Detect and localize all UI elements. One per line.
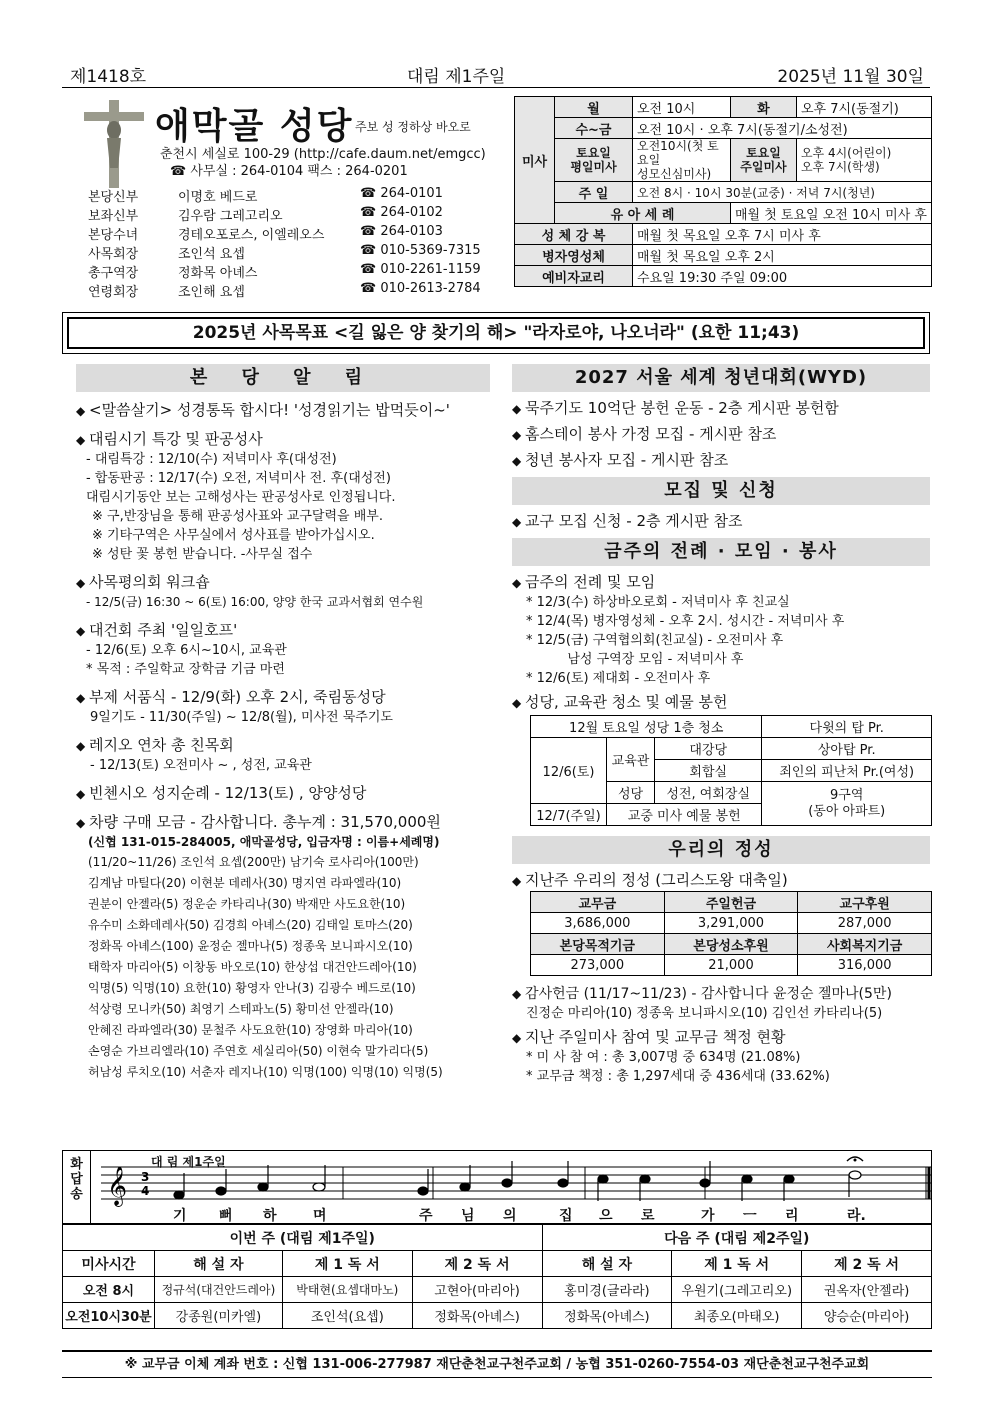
psalm-lyrics: 기 뻐 하 며 주 님 의 집 으 로 가 ㅡ 리 라.	[173, 1208, 866, 1224]
attendance-title: ◆ 지난 주일미사 참여 및 교무금 책정 현황	[512, 1027, 930, 1048]
readers-header: 제 1 독 서	[672, 1251, 802, 1277]
sat-sunday-time: 오후 4시(어린이) 오후 7시(학생)	[796, 139, 931, 182]
sat-weekday-label: 토요일 평일미사	[555, 139, 633, 182]
cleaning-cell: 9구역 (동아 아파트)	[762, 782, 932, 826]
cleaning-cell: 다윗의 탑 Pr.	[762, 716, 932, 738]
mass-schedule-table	[514, 96, 932, 287]
donor-line: 익명(5) 익명(10) 요한(10) 황영자 안나(3) 김광수 베드로(10)	[88, 981, 416, 995]
wyd-item: ◆ 묵주기도 10억단 봉헌 운동 - 2층 게시판 봉헌함	[512, 398, 930, 419]
reader-cell: 양승순(마리아)	[802, 1303, 932, 1329]
responsorial-psalm	[62, 1150, 932, 1224]
notice-title: ◆ 대림시기 특강 및 판공성사	[76, 429, 490, 450]
cleaning-cell: 상아탑 Pr.	[762, 738, 932, 760]
svg-text:𝄞: 𝄞	[107, 1166, 128, 1206]
readers-header: 해 설 자	[154, 1251, 282, 1277]
notice-line: - 12/13(토) 오전미사 ~ , 성전, 교육관	[90, 758, 312, 773]
mass-time: 오전10시30분	[63, 1303, 155, 1329]
office-contact: ☎ 사무실 : 264-0104 팩스 : 264-0201	[170, 164, 408, 179]
cleaning-cell: 죄인의 피난처 Pr.(여성)	[762, 760, 932, 782]
patron-saint: 주보 성 정하상 바오로	[355, 120, 471, 134]
donation-account: (신협 131-015-284005, 애막골성당, 입금자명 : 이름+세례명)	[88, 835, 440, 849]
benediction-time: 매월 첫 목요일 오후 7시 미사 후	[633, 224, 932, 245]
cleaning-cell: 교중 미사 예물 봉헌	[607, 804, 762, 826]
notice-title: ◆ 빈첸시오 성지순례 - 12/13(토) , 양양성당	[76, 783, 490, 804]
wyd-item: ◆ 홈스테이 봉사 가정 모집 - 게시판 참조	[512, 424, 930, 445]
staff-row: 총구역장 정화목 아녜스 ☎ 010-2261-1159	[88, 262, 481, 281]
right-column	[512, 364, 930, 1086]
cleaning-title: ◆ 성당, 교육관 청소 및 예물 봉헌	[512, 692, 930, 713]
staff-row: 보좌신부 김우람 그레고리오 ☎ 264-0102	[88, 205, 443, 224]
offering-header: 사회복지기금	[798, 934, 932, 955]
next-week-heading: 다음 주 (대림 제2주일)	[542, 1225, 931, 1251]
catechism-label: 예비자교리	[515, 266, 633, 287]
readers-header: 미사시간	[63, 1251, 155, 1277]
parish-notices	[76, 364, 490, 1083]
staff-row: 연령회장 조인해 요셉 ☎ 010-2613-2784	[88, 281, 481, 300]
offering-header: 본당성소후원	[664, 934, 798, 955]
reader-cell: 우원기(그레고리오)	[672, 1277, 802, 1303]
pastoral-goal-text: 2025년 사목목표 <길 잃은 양 찾기의 해> "라자로야, 나오너라" (요한 11;43)	[67, 317, 925, 349]
week-line: * 12/4(목) 병자영성체 - 오후 2시. 성시간 - 저녁미사 후	[526, 614, 845, 629]
wed-fri-time: 오전 10시 · 오후 7시(동절기/소성전)	[633, 118, 932, 139]
cleaning-cell: 12월 토요일 성당 1층 청소	[531, 716, 762, 738]
issue-number: 제1418호	[70, 67, 147, 87]
cleaning-cell: 교육관	[607, 738, 655, 782]
offering-table	[530, 891, 932, 976]
donor-line: 안혜진 라파엘라(30) 문철주 사도요한(10) 장영화 마리아(10)	[88, 1023, 413, 1037]
readers-table	[62, 1224, 932, 1329]
donor-line: 김계남 마틸다(20) 이현분 데레사(30) 명지연 라파엘라(10)	[88, 876, 402, 890]
donor-list	[76, 833, 490, 1083]
donor-line: 정화목 아녜스(100) 윤정순 젤마나(5) 정종욱 보니파시오(10)	[88, 939, 413, 953]
cleaning-cell: 성전, 여회장실	[655, 782, 762, 804]
sunday-time: 오전 8시 · 10시 30분(교중) · 저녁 7시(청년)	[633, 182, 932, 203]
donor-line: 태학자 마리아(5) 이창동 바오로(10) 한상섭 대건안드레아(10)	[88, 960, 417, 974]
thanks-title: ◆ 감사헌금 (11/17~11/23) - 감사합니다 윤정순 젤마나(5만)	[512, 984, 930, 1004]
offering-header: 교무금	[531, 892, 665, 913]
reader-cell: 권옥자(안젤라)	[802, 1277, 932, 1303]
recruit-heading: 모집 및 신청	[512, 477, 930, 505]
offering-heading: 우리의 정성	[512, 836, 930, 864]
wyd-heading: 2027 서울 세계 청년대회(WYD)	[512, 364, 930, 392]
notice-title: ◆ 레지오 연차 총 친목회	[76, 735, 490, 756]
cleaning-cell: 대강당	[655, 738, 762, 760]
notice-line: - 합동판공 : 12/17(수) 오전, 저녁미사 전. 후(대성전)	[86, 471, 391, 486]
tue-time: 오후 7시(동절기)	[796, 97, 931, 118]
staff-row: 본당신부 이명호 베드로 ☎ 264-0101	[88, 186, 443, 205]
issue-date: 2025년 11월 30일	[777, 67, 924, 87]
mass-label: 미사	[515, 97, 555, 224]
notice-line: 대림시기동안 보는 고해성사는 판공성사로 인정됩니다.	[86, 490, 396, 505]
donor-line: (11/20~11/26) 조인석 요셉(200만) 남기숙 로사리아(100만)	[88, 855, 419, 869]
notice-line: - 12/6(토) 오후 6시~10시, 교육관	[86, 643, 287, 658]
reader-cell: 정규석(대건안드레아)	[154, 1277, 282, 1303]
notice-line: ※ 구,반장님을 통해 판공성사표와 교구달력을 배부.	[92, 509, 383, 524]
church-name: 애막골 성당	[155, 106, 354, 147]
attendance-line: * 미 사 참 여 : 총 3,007명 중 634명 (21.08%)	[526, 1050, 801, 1065]
offering-value: 3,291,000	[664, 913, 798, 934]
infant-baptism-label: 유 아 세 례	[555, 203, 731, 224]
offering-value: 3,686,000	[531, 913, 665, 934]
notice-details	[76, 450, 490, 564]
sat-sunday-label: 토요일 주일미사	[730, 139, 796, 182]
psalm-label: 화 답 송	[63, 1151, 91, 1225]
svg-text:4: 4	[141, 1184, 150, 1198]
reader-cell: 정화목(아녜스)	[412, 1303, 542, 1329]
mon-label: 월	[555, 97, 633, 118]
reader-cell: 홍미경(글라라)	[542, 1277, 672, 1303]
attendance-line: * 교무금 책정 : 총 1,297세대 중 436세대 (33.62%)	[526, 1069, 830, 1084]
offering-value: 273,000	[531, 955, 665, 976]
cleaning-cell: 성당	[607, 782, 655, 804]
this-week-heading: 이번 주 (대림 제1주일)	[63, 1225, 543, 1251]
address-line: 춘천시 세실로 100-29 (http://cafe.daum.net/emgcc)	[160, 147, 486, 162]
svg-text:3: 3	[141, 1170, 150, 1184]
section-heading: 본 당 알 림	[76, 364, 490, 392]
notice-title: ◆ 대건회 주최 '일일호프'	[76, 620, 490, 641]
offering-header: 교구후원	[798, 892, 932, 913]
notice-line: ※ 성탄 꽃 봉헌 받습니다. -사무실 접수	[92, 547, 313, 562]
sat-weekday-time: 오전10시(첫 토요일 성모신심미사)	[633, 139, 731, 182]
cleaning-cell: 회합실	[655, 760, 762, 782]
reader-cell: 고현아(마리아)	[412, 1277, 542, 1303]
account-footer: ※ 교무금 이체 계좌 번호 : 신협 131-006-277987 재단춘천교구천주교회 / 농협 351-0260-7554-03 재단춘천교구천주교회	[62, 1350, 932, 1378]
staff-list	[88, 186, 498, 300]
notice-line: 9일기도 - 11/30(주일) ~ 12/8(월), 미사전 묵주기도	[90, 710, 393, 725]
notice-line: ※ 기타구역은 사무실에서 성사표를 받아가십시오.	[92, 528, 375, 543]
week-line: * 12/3(수) 하상바오로회 - 저녁미사 후 친교실	[526, 595, 790, 610]
week-line: * 12/6(토) 제대회 - 오전미사 후	[526, 671, 711, 686]
donor-line: 권분이 안젤라(5) 정운순 카타리나(30) 박재만 사도요한(10)	[88, 897, 406, 911]
offering-title: ◆ 지난주 우리의 정성 (그리스도왕 대축일)	[512, 870, 930, 891]
sunday-label: 주 일	[555, 182, 633, 203]
staff-row: 사목회장 조인석 요셉 ☎ 010-5369-7315	[88, 243, 481, 262]
offering-header: 주일헌금	[664, 892, 798, 913]
offering-value: 316,000	[798, 955, 932, 976]
sick-communion-label: 병자영성체	[515, 245, 633, 266]
tue-label: 화	[730, 97, 796, 118]
cleaning-date: 12/6(토)	[531, 738, 607, 804]
week-title: ◆ 금주의 전례 및 모임	[512, 572, 930, 593]
donor-line: 석상령 모니카(50) 최영기 스테파노(5) 황미선 안젤라(10)	[88, 1002, 394, 1016]
week-heading: 금주의 전례 · 모임 · 봉사	[512, 538, 930, 566]
notice-title: ◆ 차량 구매 모금 - 감사합니다. 총누계 : 31,570,000원	[76, 812, 490, 833]
thanks-line: 진정순 마리아(10) 정종욱 보니파시오(10) 김인선 카타리나(5)	[526, 1006, 883, 1021]
reader-cell: 최종오(마태오)	[672, 1303, 802, 1329]
issue-header	[62, 60, 930, 88]
readers-header: 제 2 독 서	[412, 1251, 542, 1277]
cleaning-date: 12/7(주일)	[531, 804, 607, 826]
benediction-label: 성 체 강 복	[515, 224, 633, 245]
week-line: * 12/5(금) 구역협의회(친교실) - 오전미사 후	[526, 633, 784, 648]
liturgical-week: 대림 제1주일	[407, 67, 506, 87]
notice-title: ◆ 부제 서품식 - 12/9(화) 오후 2시, 죽림동성당	[76, 687, 490, 708]
mon-time: 오전 10시	[633, 97, 731, 118]
offering-value: 287,000	[798, 913, 932, 934]
notice-title: ◆ <말씀살기> 성경통독 합시다! '성경읽기는 밥먹듯이~'	[76, 400, 490, 421]
offering-header: 본당목적기금	[531, 934, 665, 955]
recruit-item: ◆ 교구 모집 신청 - 2층 게시판 참조	[512, 511, 930, 532]
catechism-time: 수요일 19:30 주일 09:00	[633, 266, 932, 287]
donor-line: 허남성 루치오(10) 서춘자 레지나(10) 익명(100) 익명(10) 익명(5)	[88, 1065, 443, 1079]
reader-cell: 강종원(미카엘)	[154, 1303, 282, 1329]
reader-cell: 조인석(요셉)	[282, 1303, 412, 1329]
notice-line: - 대림특강 : 12/10(수) 저녁미사 후(대성전)	[86, 452, 337, 467]
notice-line: * 목적 : 주일학교 장학금 기금 마련	[86, 662, 285, 677]
notice-title: ◆ 사목평의회 워크숍	[76, 572, 490, 593]
reader-cell: 박태현(요셉대마노)	[282, 1277, 412, 1303]
readers-header: 제 2 독 서	[802, 1251, 932, 1277]
donor-line: 유수미 소화데레사(50) 김경희 아녜스(20) 김태일 토마스(20)	[88, 918, 413, 932]
wed-fri-label: 수~금	[555, 118, 633, 139]
crucifix-icon	[80, 98, 148, 190]
readers-header: 제 1 독 서	[282, 1251, 412, 1277]
psalm-caption: 대 림 제1주일	[151, 1155, 226, 1169]
reader-cell: 정화목(아녜스)	[542, 1303, 672, 1329]
donor-line: 손영순 가브리엘라(10) 주연호 세실리아(50) 이현숙 말가리다(5)	[88, 1044, 429, 1058]
notice-line: - 12/5(금) 16:30 ~ 6(토) 16:00, 양양 한국 교과서협회 연수원	[86, 595, 424, 609]
pastoral-goal-banner	[62, 312, 930, 354]
readers-header: 해 설 자	[542, 1251, 672, 1277]
sick-communion-time: 매월 첫 목요일 오후 2시	[633, 245, 932, 266]
week-line: 남성 구역장 모임 - 저녁미사 후	[526, 652, 744, 667]
mass-time: 오전 8시	[63, 1277, 155, 1303]
cleaning-table	[530, 715, 932, 826]
staff-row: 본당수녀 경테오포로스, 이엘레오스 ☎ 264-0103	[88, 224, 443, 243]
offering-value: 21,000	[664, 955, 798, 976]
infant-baptism-time: 매월 첫 토요일 오전 10시 미사 후	[730, 203, 931, 224]
church-address	[160, 146, 486, 180]
wyd-item: ◆ 청년 봉사자 모집 - 게시판 참조	[512, 450, 930, 471]
